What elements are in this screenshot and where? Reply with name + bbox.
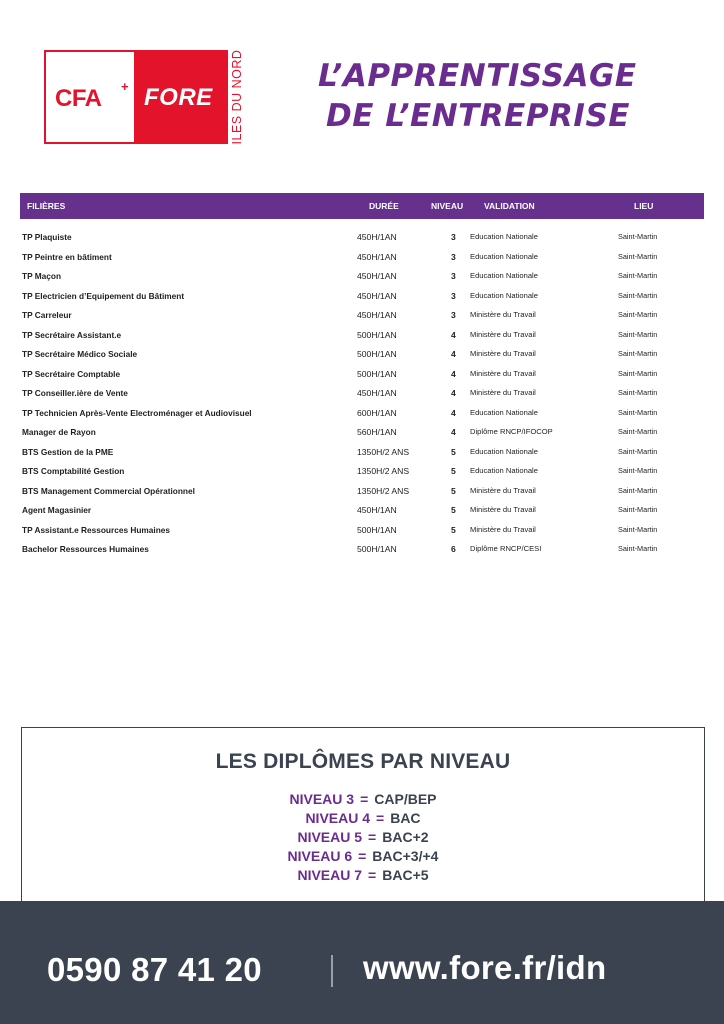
- logo-cfa-text: CFA: [55, 85, 102, 112]
- cell-filiere: TP Secrétaire Comptable: [22, 368, 121, 379]
- cell-niveau: 4: [451, 407, 456, 418]
- cell-filiere: TP Conseiller.ière de Vente: [22, 388, 128, 398]
- cell-lieu: Saint-Martin: [618, 329, 658, 339]
- diplome-value: BAC+2: [382, 829, 429, 845]
- diplome-equals: =: [358, 848, 367, 864]
- cell-filiere: TP Secrétaire Assistant.e: [22, 329, 122, 340]
- cell-filiere: Bachelor Ressources Humaines: [22, 544, 149, 554]
- table-row: [20, 305, 704, 325]
- cell-filiere: Manager de Rayon: [22, 427, 96, 437]
- cell-niveau: 4: [451, 388, 456, 398]
- cell-lieu: Saint-Martin: [618, 427, 658, 436]
- table-row: [20, 403, 704, 423]
- table-row: [20, 364, 704, 384]
- cell-filiere: Agent Magasinier: [22, 505, 92, 515]
- cell-validation: Ministère du Travail: [470, 524, 536, 534]
- diplomes-list: [22, 790, 704, 885]
- cell-validation: Diplôme RNCP/IFOCOP: [470, 427, 553, 436]
- cell-lieu: Saint-Martin: [618, 524, 658, 534]
- column-header-niveau: NIVEAU: [431, 201, 464, 211]
- cell-lieu: Saint-Martin: [618, 388, 658, 397]
- diplome-level-line: [22, 809, 704, 828]
- cell-duree: 450H/1AN: [357, 388, 397, 398]
- diplome-value: BAC+3/+4: [372, 848, 439, 864]
- cell-filiere: TP Plaquiste: [22, 232, 72, 242]
- cell-duree: 450H/1AN: [357, 232, 397, 242]
- cell-validation: Ministère du Travail: [470, 485, 536, 495]
- table-row: [20, 286, 704, 306]
- phone-number[interactable]: 0590 87 41 20: [47, 951, 262, 988]
- cell-duree: 600H/1AN: [357, 407, 397, 418]
- footer-divider: [331, 955, 333, 987]
- cell-validation: Education Nationale: [470, 446, 538, 456]
- cell-niveau: 4: [451, 427, 456, 437]
- diplome-level: NIVEAU 3: [289, 791, 355, 807]
- diplome-level: NIVEAU 6: [287, 848, 353, 864]
- table-row: [20, 520, 704, 540]
- cell-filiere: TP Maçon: [22, 271, 62, 281]
- diplome-equals: =: [368, 867, 377, 883]
- cell-validation: Ministère du Travail: [470, 368, 536, 378]
- cell-duree: 500H/1AN: [357, 349, 397, 359]
- cell-lieu: Saint-Martin: [618, 485, 658, 495]
- cell-lieu: Saint-Martin: [618, 505, 658, 514]
- cell-niveau: 6: [451, 544, 456, 554]
- cell-filiere: BTS Comptabilité Gestion: [22, 466, 125, 476]
- diplome-level-line: [22, 828, 704, 847]
- table-header: [20, 193, 704, 219]
- table-row: [20, 266, 704, 286]
- cell-validation: Education Nationale: [470, 407, 538, 417]
- diplome-level-line: [22, 847, 704, 866]
- logo-fore-text: FORE: [144, 84, 213, 111]
- diplome-level: NIVEAU 7: [297, 867, 363, 883]
- cell-niveau: 3: [451, 232, 456, 242]
- cell-duree: 450H/1AN: [357, 271, 397, 281]
- cell-duree: 1350H/2 ANS: [357, 485, 410, 496]
- logo-cfa-block: [44, 50, 136, 144]
- cell-lieu: Saint-Martin: [618, 349, 658, 358]
- cell-lieu: Saint-Martin: [618, 232, 658, 241]
- cell-niveau: 5: [451, 524, 456, 535]
- table-row: [20, 383, 704, 403]
- website-link[interactable]: www.fore.fr/idn: [363, 949, 607, 986]
- table-row: [20, 422, 704, 442]
- table-row: [20, 344, 704, 364]
- cell-niveau: 3: [451, 290, 456, 301]
- cell-filiere: BTS Management Commercial Opérationnel: [22, 485, 195, 496]
- cell-duree: 500H/1AN: [357, 544, 397, 554]
- cell-niveau: 3: [451, 271, 456, 281]
- cell-validation: Ministère du Travail: [470, 329, 536, 339]
- cell-filiere: TP Carreleur: [22, 310, 72, 320]
- cell-duree: 450H/1AN: [357, 290, 397, 301]
- cell-validation: Education Nationale: [470, 232, 538, 241]
- column-header-filieres: FILIÈRES: [27, 201, 66, 211]
- headline-line-2: DE L’ENTREPRISE: [326, 98, 630, 134]
- logo-cfa-plus: +: [121, 79, 129, 94]
- cell-niveau: 5: [451, 466, 456, 476]
- headline-line-1: L’APPRENTISSAGE: [318, 58, 637, 94]
- diplomes-box: [21, 727, 705, 907]
- table-row: [20, 442, 704, 462]
- table-row: [20, 461, 704, 481]
- cell-filiere: TP Electricien d’Equipement du Bâtiment: [22, 290, 185, 301]
- cell-filiere: BTS Gestion de la PME: [22, 446, 114, 457]
- column-header-lieu: LIEU: [634, 201, 654, 211]
- cell-filiere: TP Assistant.e Ressources Humaines: [22, 524, 171, 535]
- logo-fore-block: [136, 50, 228, 144]
- cell-duree: 450H/1AN: [357, 251, 397, 262]
- cell-validation: Education Nationale: [470, 251, 538, 261]
- cell-duree: 500H/1AN: [357, 329, 397, 340]
- cell-lieu: Saint-Martin: [618, 251, 658, 261]
- cell-duree: 500H/1AN: [357, 524, 397, 535]
- diplome-level: NIVEAU 5: [297, 829, 363, 845]
- cell-duree: 1350H/2 ANS: [357, 446, 410, 457]
- diplome-value: CAP/BEP: [374, 791, 437, 807]
- cell-validation: Ministère du Travail: [470, 388, 536, 397]
- cell-lieu: Saint-Martin: [618, 407, 658, 417]
- cell-validation: Diplôme RNCP/CESI: [470, 544, 542, 553]
- cell-filiere: TP Secrétaire Médico Sociale: [22, 349, 138, 359]
- cell-niveau: 4: [451, 349, 456, 359]
- cell-duree: 450H/1AN: [357, 310, 397, 320]
- diplomes-title: LES DIPLÔMES PAR NIVEAU: [215, 750, 511, 773]
- table-row: [20, 500, 704, 520]
- cell-duree: 1350H/2 ANS: [357, 466, 410, 476]
- table-row: [20, 227, 704, 247]
- cell-validation: Education Nationale: [470, 466, 538, 475]
- table-row: [20, 247, 704, 267]
- diplome-equals: =: [376, 810, 385, 826]
- column-header-validation: VALIDATION: [484, 201, 535, 211]
- diplome-value: BAC: [390, 810, 421, 826]
- cell-niveau: 3: [451, 310, 456, 320]
- footer: [0, 901, 724, 1024]
- formations-table-body: [20, 227, 704, 559]
- cell-niveau: 5: [451, 505, 456, 515]
- cell-lieu: Saint-Martin: [618, 446, 658, 456]
- cell-lieu: Saint-Martin: [618, 271, 658, 280]
- cell-validation: Ministère du Travail: [470, 349, 536, 358]
- cell-niveau: 5: [451, 485, 456, 496]
- cell-duree: 500H/1AN: [357, 368, 397, 379]
- page-headline: [318, 56, 638, 136]
- diplome-level: NIVEAU 4: [305, 810, 371, 826]
- diplome-equals: =: [368, 829, 377, 845]
- column-header-duree: DURÉE: [369, 201, 399, 211]
- logo-vertical-text: ILES DU NORD: [230, 49, 244, 145]
- table-row: [20, 481, 704, 501]
- cell-lieu: Saint-Martin: [618, 310, 658, 319]
- cell-lieu: Saint-Martin: [618, 466, 658, 475]
- logo-iles-du-nord: [230, 50, 244, 144]
- diplome-level-line: [22, 790, 704, 809]
- diplome-value: BAC+5: [382, 867, 429, 883]
- cell-lieu: Saint-Martin: [618, 368, 658, 378]
- cell-validation: Ministère du Travail: [470, 310, 536, 319]
- cell-validation: Education Nationale: [470, 290, 538, 300]
- cell-niveau: 4: [451, 329, 456, 340]
- cell-niveau: 3: [451, 251, 456, 262]
- cell-filiere: TP Peintre en bâtiment: [22, 251, 112, 262]
- cfa-fore-logo: [44, 50, 244, 144]
- table-row: [20, 539, 704, 559]
- cell-niveau: 4: [451, 368, 456, 379]
- cell-duree: 560H/1AN: [357, 427, 397, 437]
- cell-duree: 450H/1AN: [357, 505, 397, 515]
- table-row: [20, 325, 704, 345]
- cell-niveau: 5: [451, 446, 456, 457]
- diplome-equals: =: [360, 791, 369, 807]
- cell-validation: Education Nationale: [470, 271, 538, 280]
- cell-lieu: Saint-Martin: [618, 290, 658, 300]
- cell-lieu: Saint-Martin: [618, 544, 658, 553]
- cell-validation: Ministère du Travail: [470, 505, 536, 514]
- cell-filiere: TP Technicien Après-Vente Electroménager et Audiovisuel: [22, 407, 252, 418]
- diplome-level-line: [22, 866, 704, 885]
